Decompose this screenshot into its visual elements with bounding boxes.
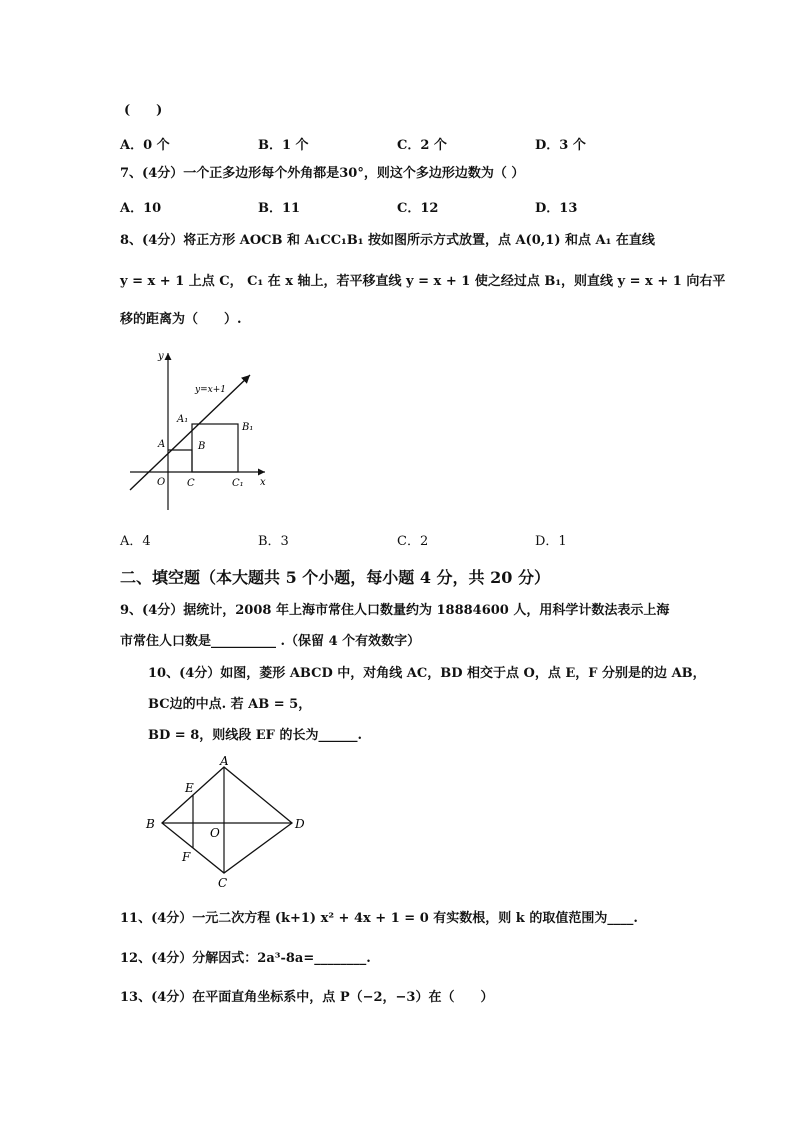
square-aocb	[168, 450, 192, 472]
q8-line1: 8、(4分）将正方形 AOCB 和 A₁CC₁B₁ 按如图所示方式放置，点 A(0,1) 和点 A₁ 在直线	[120, 233, 655, 248]
label-c: C	[218, 876, 228, 890]
q10-line1: 10、(4分）如图，菱形 ABCD 中，对角线 AC，BD 相交于点 O，点 E，F 分别是的边 AB，	[148, 666, 706, 681]
label-line: y=x+1	[195, 385, 226, 395]
q8-option-c[interactable]: C．2	[397, 534, 429, 549]
label-f: F	[182, 850, 191, 864]
label-o: O	[157, 477, 166, 488]
label-d: D	[295, 817, 305, 831]
q8-option-a[interactable]: A．4	[120, 534, 151, 549]
q9-line1: 9、(4分）据统计，2008 年上海市常住人口数量约为 18884600 人，用科学计数法表示上海	[120, 603, 670, 618]
label-a1: A₁	[177, 414, 189, 425]
q12-text: 12、(4分）分解因式：2a³-8a=________.	[120, 951, 371, 966]
q10-line2: BC边的中点. 若 AB = 5，	[148, 697, 312, 712]
label-a: A	[158, 439, 166, 450]
q7-option-b[interactable]: B．11	[258, 201, 301, 216]
q6-option-b[interactable]: B．1 个	[258, 138, 309, 153]
q8-option-d[interactable]: D．1	[535, 534, 567, 549]
q8-option-b[interactable]: B．3	[258, 534, 289, 549]
q10-rhombus-figure	[140, 755, 320, 890]
label-b: B	[146, 817, 155, 831]
q6-paren: ( )	[124, 103, 163, 118]
label-e: E	[185, 781, 194, 795]
label-b: B	[198, 441, 206, 452]
label-a: A	[220, 755, 229, 768]
q7-option-c[interactable]: C．12	[397, 201, 439, 216]
label-c1: C₁	[232, 478, 244, 489]
label-b1: B₁	[242, 422, 254, 433]
label-y: y	[158, 351, 164, 362]
label-o: O	[210, 826, 220, 840]
label-c: C	[187, 478, 195, 489]
q9-line2: 市常住人口数是__________ .（保留 4 个有效数字）	[120, 634, 421, 649]
q8-figure	[120, 345, 280, 515]
q13-text: 13、(4分）在平面直角坐标系中，点 P（−2，−3）在（ ）	[120, 990, 494, 1005]
section-title: 二、填空题（本大题共 5 个小题，每小题 4 分，共 20 分）	[120, 568, 550, 587]
q11-text: 11、(4分）一元二次方程 (k+1) x² + 4x + 1 = 0 有实数根，则 k 的取值范围为____.	[120, 911, 638, 926]
q7-option-a[interactable]: A．10	[120, 201, 162, 216]
q6-option-a[interactable]: A．0 个	[120, 138, 170, 153]
q6-option-c[interactable]: C．2 个	[397, 138, 447, 153]
q6-option-d[interactable]: D．3 个	[535, 138, 586, 153]
q7-stem: 7、(4分）一个正多边形每个外角都是30°，则这个多边形边数为（ ）	[120, 166, 525, 181]
q8-line2: y = x + 1 上点 C， C₁ 在 x 轴上，若平移直线 y = x + 1 使之经过点 B₁，则直线 y = x + 1 向右平	[120, 274, 726, 289]
label-x: x	[260, 477, 266, 488]
q10-line3: BD = 8，则线段 EF 的长为______.	[148, 728, 362, 743]
q7-option-d[interactable]: D．13	[535, 201, 578, 216]
q8-line3: 移的距离为（ ）.	[120, 312, 242, 327]
line-y-x-plus-1	[130, 375, 250, 490]
